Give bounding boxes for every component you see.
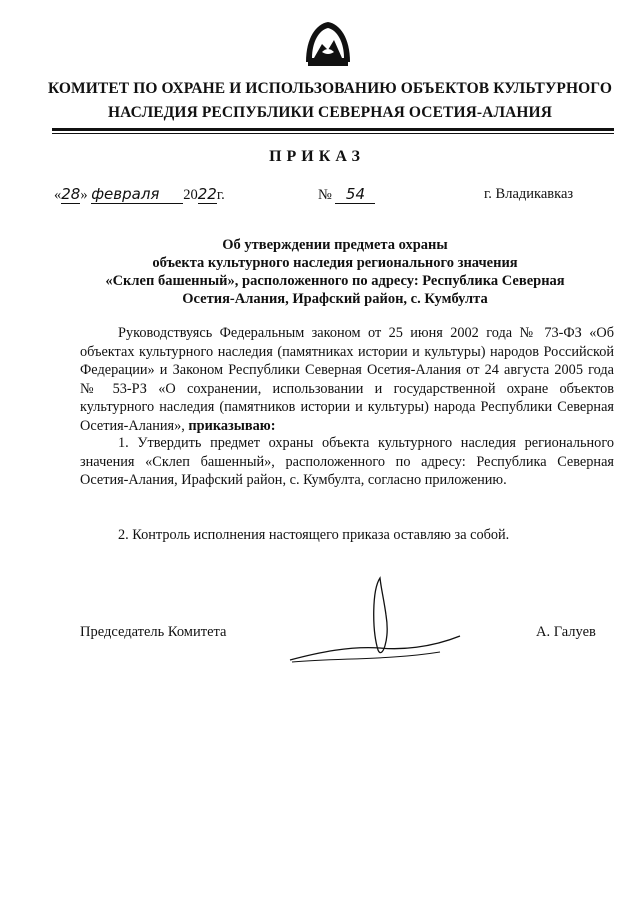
handwritten-signature bbox=[280, 570, 480, 680]
signatory-position: Председатель Комитета bbox=[80, 624, 227, 640]
city: г. Владикавказ bbox=[484, 186, 574, 202]
order-number-value: 54 bbox=[335, 186, 375, 204]
order-item-2: 2. Контроль исполнения настоящего приказа оставляю за собой. bbox=[118, 527, 510, 543]
date-year: 22 bbox=[197, 185, 217, 203]
header-divider bbox=[52, 128, 614, 131]
order-date: «28» февраля 2022г. bbox=[54, 185, 225, 203]
document-title: ПРИКАЗ bbox=[269, 148, 365, 165]
signatory-name: А. Галуев bbox=[536, 624, 596, 640]
order-number: № 54 bbox=[318, 186, 375, 204]
organization-name-line2: НАСЛЕДИЯ РЕСПУБЛИКИ СЕВЕРНАЯ ОСЕТИЯ-АЛАНИЯ bbox=[108, 104, 552, 121]
preamble-paragraph: Руководствуясь Федеральным законом от 25 июня 2002 года № 73-ФЗ «Об объектах культурного наследия (памятниках истории и культуры) народов Российской Федерации» и Законом Республики Северная Осетия-Алания от 24 августа 2005 года № 53-РЗ «О сохранении, использовании и государственной охране объектов культурного наследия (памятников истории и культуры) народа Республики Северная Осетия-Алания», приказываю: bbox=[80, 325, 614, 434]
coat-of-arms-icon bbox=[300, 18, 356, 70]
header-divider-thin bbox=[52, 133, 614, 134]
order-word: приказываю: bbox=[188, 417, 276, 434]
organization-name-line1: КОМИТЕТ ПО ОХРАНЕ И ИСПОЛЬЗОВАНИЮ ОБЪЕКТОВ КУЛЬТУРНОГО bbox=[47, 80, 613, 97]
date-month: февраля bbox=[91, 186, 183, 204]
order-subject: Об утверждении предмета охраны объекта культурного наследия регионального значения «Склеп башенный», расположенного по адресу: Республика Северная Осетия-Алания, Ирафский район, с. Кумбулта bbox=[105, 237, 565, 307]
order-item-1: 1. Утвердить предмет охраны объекта культурного наследия регионального значения «Склеп башенный», расположенного по адресу: Республика Северная Осетия-Алания, Ирафский район, с. Кумбулта, согласно приложению. bbox=[80, 435, 614, 488]
date-day: 28 bbox=[61, 185, 81, 203]
